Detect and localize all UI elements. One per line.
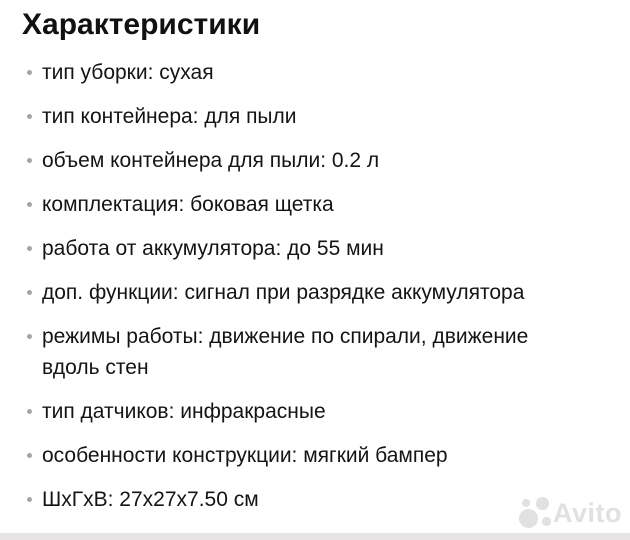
spec-line: вдоль стен	[42, 356, 149, 379]
spec-text	[42, 145, 606, 176]
spec-line: особенности конструкции: мягкий бампер	[42, 444, 448, 467]
section-title: Характеристики	[22, 8, 261, 41]
avito-logo-icon	[519, 496, 550, 527]
bullet-icon	[27, 158, 32, 163]
spec-line: режимы работы: движение по спирали, движение	[42, 325, 529, 348]
avito-logo-circle-small-top-left	[522, 499, 530, 507]
spec-item	[22, 321, 606, 383]
spec-text	[42, 277, 606, 308]
bullet-icon	[27, 334, 32, 339]
spec-line: ШхГхВ: 27х27х7.50 см	[42, 488, 259, 511]
section-divider	[0, 533, 630, 540]
spec-item	[22, 189, 606, 220]
avito-brand-text: Avito	[553, 498, 622, 528]
spec-line: тип уборки: сухая	[42, 61, 214, 84]
bullet-icon	[27, 497, 32, 502]
spec-text	[42, 57, 606, 88]
specs-list	[22, 57, 606, 515]
spec-line: тип контейнера: для пыли	[42, 105, 297, 128]
avito-logo-circle-large-bottom-left	[519, 509, 538, 528]
bullet-icon	[27, 409, 32, 414]
spec-item	[22, 277, 606, 308]
bullet-icon	[27, 114, 32, 119]
bullet-icon	[27, 246, 32, 251]
spec-item	[22, 396, 606, 427]
spec-text	[42, 233, 606, 264]
bullet-icon	[27, 453, 32, 458]
avito-logo-circle-small-bottom-right	[542, 517, 551, 526]
spec-line: работа от аккумулятора: до 55 мин	[42, 237, 384, 260]
spec-line: объем контейнера для пыли: 0.2 л	[42, 149, 380, 172]
spec-line: комплектация: боковая щетка	[42, 193, 334, 216]
spec-text	[42, 189, 606, 220]
spec-item	[22, 101, 606, 132]
spec-text	[42, 321, 606, 383]
avito-watermark	[518, 495, 624, 533]
avito-logo-circle-medium-top-right	[536, 497, 549, 510]
spec-text	[42, 101, 606, 132]
spec-item	[22, 145, 606, 176]
spec-line: тип датчиков: инфракрасные	[42, 400, 326, 423]
spec-text	[42, 396, 606, 427]
spec-item	[22, 233, 606, 264]
spec-text	[42, 440, 606, 471]
spec-item	[22, 57, 606, 88]
bullet-icon	[27, 290, 32, 295]
bullet-icon	[27, 202, 32, 207]
bullet-icon	[27, 70, 32, 75]
spec-item	[22, 440, 606, 471]
spec-line: доп. функции: сигнал при разрядке аккумулятора	[42, 281, 525, 304]
